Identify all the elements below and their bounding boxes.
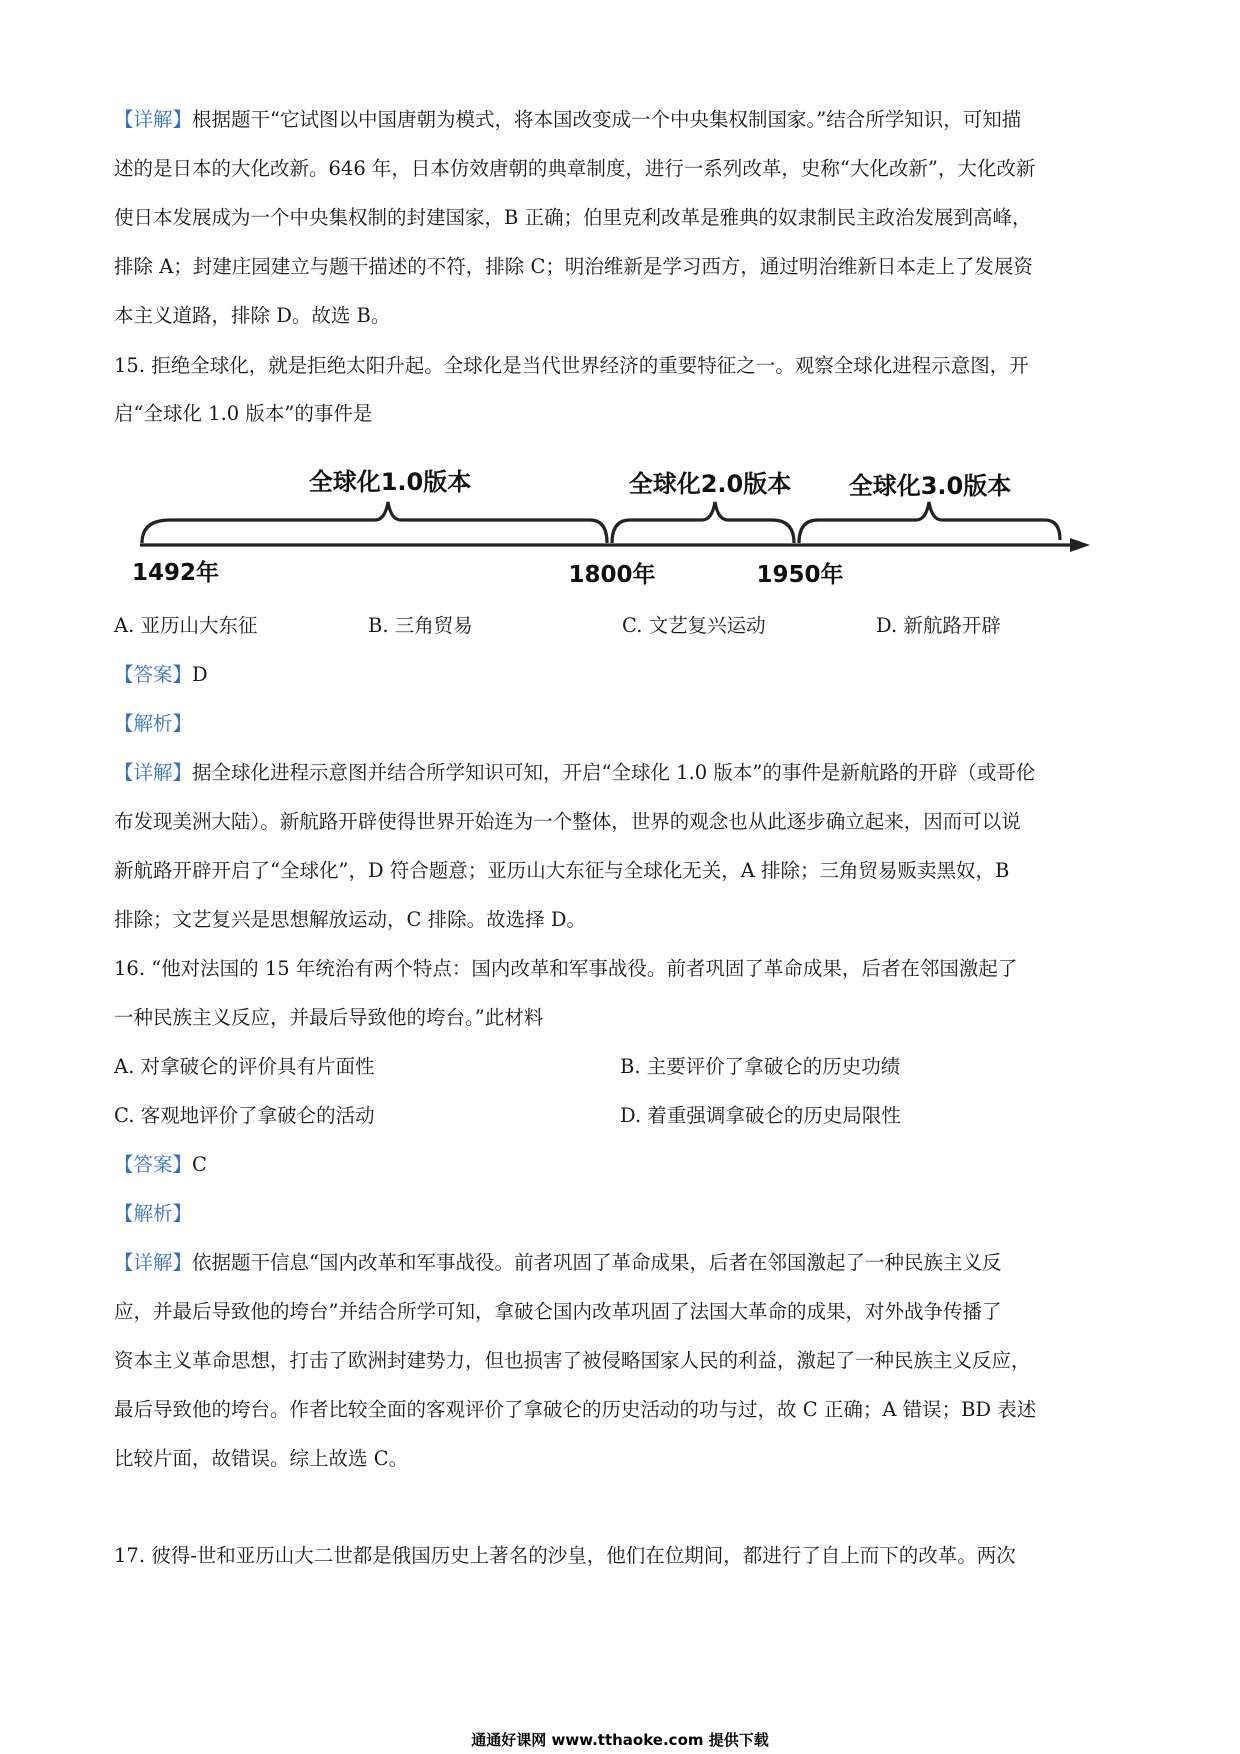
q16-option-a: A. 对拿破仑的评价具有片面性	[114, 1055, 375, 1078]
q15-option-d: D. 新航路开辟	[876, 614, 1001, 637]
q16-detail-line-3: 资本主义革命思想，打击了欧洲封建势力，但也损害了被侵略国家人民的利益，激起了一种民族主义反应，	[114, 1349, 1031, 1372]
year-label-1: 1492年	[132, 560, 220, 586]
answer-tag: 【答案】	[114, 1153, 193, 1176]
q14-detail-line-3: 使日本发展成为一个中央集权制的封建国家，B 正确；伯里克利改革是雅典的奴隶制民主政治发展到高峰，	[114, 206, 1032, 229]
page-footer: 通通好课网 www.tthaoke.com 提供下载	[471, 1731, 769, 1749]
q14-detail-line-5: 本主义道路，排除 D。故选 B。	[114, 304, 391, 327]
q16-detail-line-2: 应，并最后导致他的垮台”并结合所学可知，拿破仑国内改革巩固了法国大革命的成果，对外战争传播了	[114, 1300, 1002, 1323]
q15-stem-line-2: 启“全球化 1.0 版本”的事件是	[114, 402, 373, 425]
globalization-timeline-figure	[130, 440, 1090, 590]
q15-answer	[114, 659, 208, 687]
segment-label-2: 全球化2.0版本	[628, 470, 792, 498]
q15-detail-line-4: 排除；文艺复兴是思想解放运动，C 排除。故选择 D。	[114, 908, 586, 931]
q16-answer	[114, 1149, 207, 1177]
detail-tag: 【详解】	[114, 1251, 193, 1274]
brace-1	[142, 502, 607, 543]
answer-value: C	[192, 1153, 207, 1176]
year-label-2: 1800年	[568, 562, 656, 588]
q15-detail-line-3: 新航路开辟开启了“全球化”，D 符合题意；亚历山大东征与全球化无关，A 排除；三角贸易贩卖黑奴，B	[114, 859, 1010, 882]
q15-detail-line-1: 【详解】据全球化进程示意图并结合所学知识可知，开启“全球化 1.0 版本”的事件是新航路的开辟（或哥伦	[114, 761, 1036, 784]
q15-analysis-tag: 【解析】	[114, 712, 193, 735]
answer-tag: 【答案】	[114, 663, 193, 686]
segment-label-1: 全球化1.0版本	[308, 468, 472, 496]
q17-stem-line-1: 17. 彼得-世和亚历山大二世都是俄国历史上著名的沙皇，他们在位期间，都进行了自上而下的改革。两次	[114, 1544, 1016, 1567]
q16-stem-line-1: 16. “他对法国的 15 年统治有两个特点：国内改革和军事战役。前者巩固了革命成果，后者在邻国激起了	[114, 957, 1018, 980]
timeline-arrow-icon	[1070, 538, 1090, 552]
q15-option-c: C. 文艺复兴运动	[622, 614, 766, 637]
q15-detail-line-2: 布发现美洲大陆）。新航路开辟使得世界开始连为一个整体，世界的观念也从此逐步确立起来，因而可以说	[114, 810, 1021, 833]
brace-3	[799, 502, 1060, 543]
q16-analysis-tag: 【解析】	[114, 1202, 193, 1225]
q15-stem-line-1: 15. 拒绝全球化，就是拒绝太阳升起。全球化是当代世界经济的重要特征之一。观察全球化进程示意图，开	[114, 354, 1029, 377]
q16-detail-line-4: 最后导致他的垮台。作者比较全面的客观评价了拿破仑的历史活动的功与过，故 C 正确；A 错误；BD 表述	[114, 1398, 1037, 1421]
q16-stem-line-2: 一种民族主义反应，并最后导致他的垮台。”此材料	[114, 1006, 544, 1029]
answer-value: D	[192, 663, 208, 686]
brace-2	[612, 502, 794, 543]
q16-option-b: B. 主要评价了拿破仑的历史功绩	[620, 1055, 901, 1078]
q15-option-a: A. 亚历山大东征	[114, 614, 258, 637]
q15-option-b: B. 三角贸易	[368, 614, 473, 637]
year-label-3: 1950年	[756, 562, 844, 588]
q14-detail-line-4: 排除 A；封建庄园建立与题干描述的不符，排除 C；明治维新是学习西方，通过明治维新日本走上了发展资	[114, 255, 1033, 278]
q16-option-c: C. 客观地评价了拿破仑的活动	[114, 1104, 375, 1127]
q14-detail-line-2: 述的是日本的大化改新。646 年，日本仿效唐朝的典章制度，进行一系列改革，史称“大化改新”，大化改新	[114, 157, 1036, 180]
q16-detail-line-1: 【详解】依据题干信息“国内改革和军事战役。前者巩固了革命成果，后者在邻国激起了一种民族主义反	[114, 1251, 1002, 1274]
q14-detail-line-1: 【详解】根据题干“它试图以中国唐朝为模式，将本国改变成一个中央集权制国家。”结合所学知识，可知描	[114, 108, 1022, 131]
q16-option-d: D. 着重强调拿破仑的历史局限性	[620, 1104, 901, 1127]
q16-detail-line-5: 比较片面，故错误。综上故选 C。	[114, 1447, 409, 1470]
segment-label-3: 全球化3.0版本	[848, 472, 1012, 500]
detail-tag: 【详解】	[114, 761, 193, 784]
detail-tag: 【详解】	[114, 108, 193, 131]
